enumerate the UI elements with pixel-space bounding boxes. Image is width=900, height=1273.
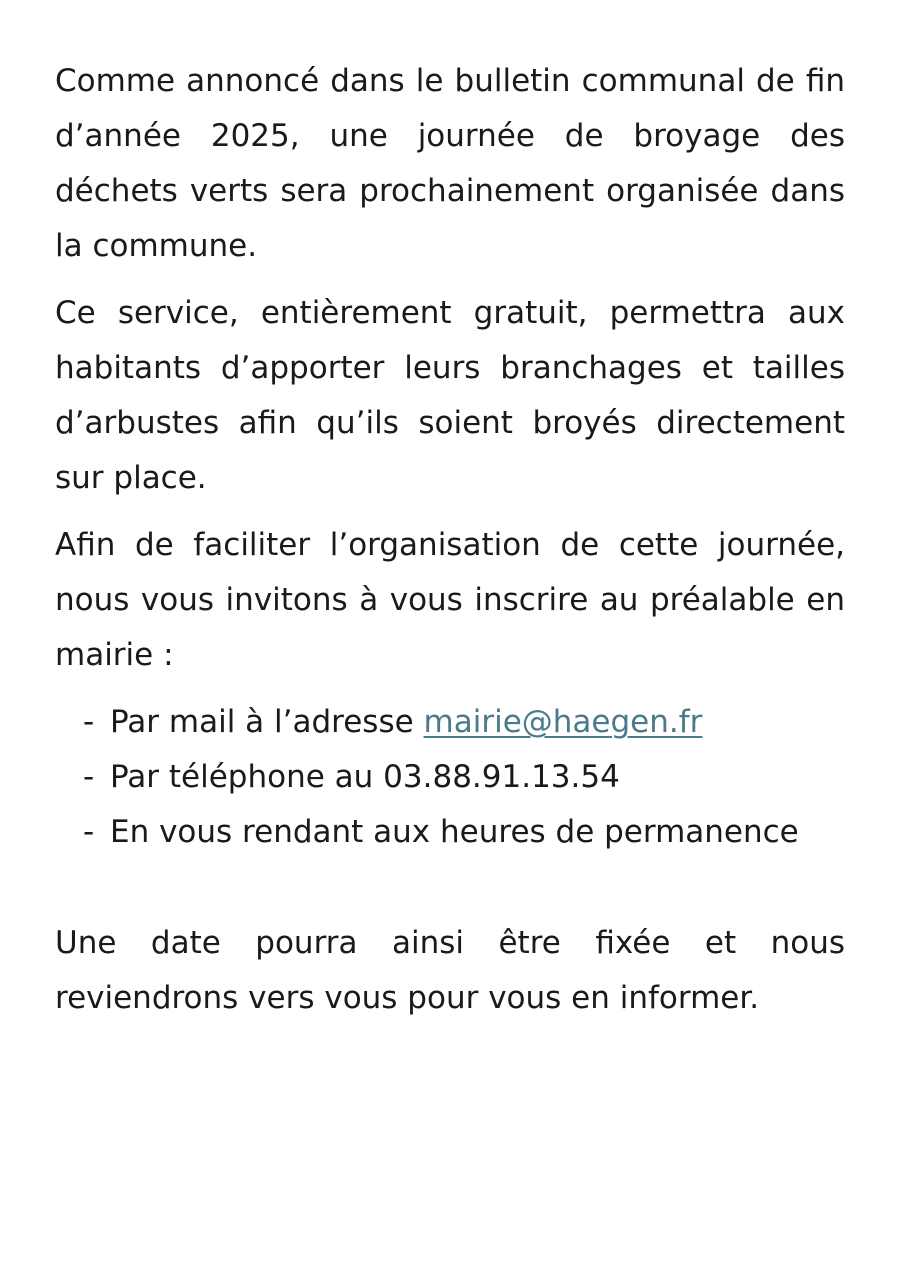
visit-text: En vous rendant aux heures de permanence: [110, 814, 799, 850]
spacer: [55, 860, 845, 916]
contact-options-list: [55, 695, 845, 860]
list-item-mail: [55, 695, 845, 750]
service-paragraph: Ce service, entièrement gratuit, permettra aux habitants d’apporter leurs branchages et tailles d’arbustes afin qu’ils soient broyés directement sur place.: [55, 295, 845, 496]
list-item-visit: [55, 805, 845, 860]
phone-text: Par téléphone au 03.88.91.13.54: [110, 759, 620, 795]
registration-paragraph: Afin de faciliter l’organisation de cette journée, nous vous invitons à vous inscrire au préalable en mairie :: [55, 527, 845, 673]
list-dash: -: [83, 704, 95, 740]
intro-paragraph: Comme annoncé dans le bulletin communal de fin d’année 2025, une journée de broyage des déchets verts sera prochainement organisée dans la commune.: [55, 63, 845, 264]
email-link[interactable]: mairie@haegen.fr: [423, 704, 703, 740]
mail-prefix-text: Par mail à l’adresse: [110, 704, 424, 740]
list-dash: -: [83, 759, 95, 795]
list-item-phone: [55, 750, 845, 805]
document-page: [55, 54, 845, 1038]
closing-paragraph: Une date pourra ainsi être fixée et nous reviendrons vers vous pour vous en informer.: [55, 925, 845, 1016]
list-dash: -: [83, 814, 95, 850]
